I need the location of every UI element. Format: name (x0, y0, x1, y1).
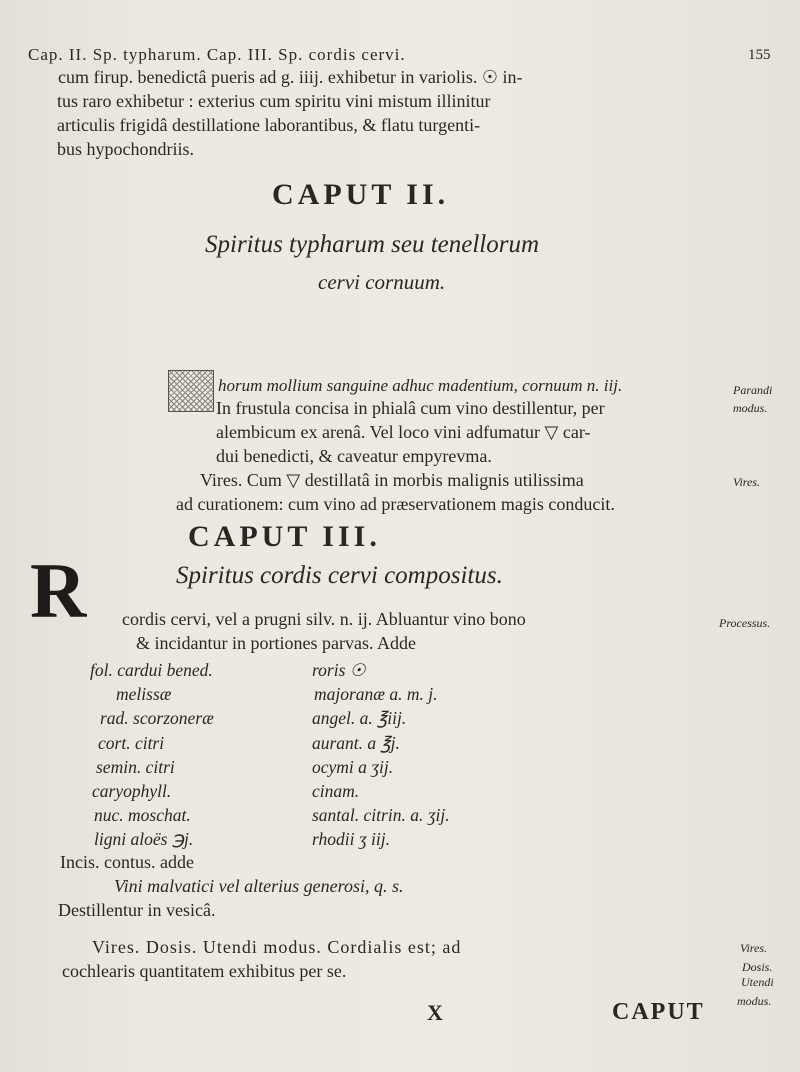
vini-line: Vini malvatici vel alterius generosi, q. s. (114, 876, 404, 896)
margin-vires-2: Vires. (733, 475, 760, 489)
ingredient-left: ligni aloës ℈j. (94, 829, 194, 850)
vires-line-2: cochlearis quantitatem exhibitus per se. (62, 961, 347, 981)
ingredient-left: cort. citri (98, 732, 165, 753)
ingredient-left: nuc. moschat. (94, 805, 191, 826)
recipe-line-1: cordis cervi, vel a prugni silv. n. ij. Abluantur vino bono (122, 609, 526, 629)
ingredient-left: rad. scorzoneræ (100, 708, 214, 729)
signature-mark: X (427, 1000, 443, 1025)
caput2-line-2: In frustula concisa in phialâ cum vino destillentur, per (216, 398, 605, 418)
margin-parandi: Parandi (733, 383, 773, 397)
caput3-heading: CAPUT III. (188, 520, 381, 553)
margin-modus: modus. (733, 401, 768, 415)
caput2-title-2: cervi cornuum. (318, 270, 446, 294)
margin-dosis: Dosis. (742, 960, 773, 974)
caput3-title: Spiritus cordis cervi compositus. (176, 562, 503, 589)
ingredient-right: santal. citrin. a. ʒij. (312, 805, 450, 826)
ingredients-left-column (90, 658, 214, 852)
intro-line-2: tus raro exhibetur : exterius cum spiritu vini mistum illinitur (57, 91, 491, 111)
ingredient-left: semin. citri (96, 756, 175, 777)
intro-line-1: cum firup. benedictâ pueris ad g. iiij. exhibetur in variolis. ☉ in- (58, 67, 523, 87)
ingredient-right: rhodii ʒ iij. (312, 829, 390, 850)
ingredient-left: melissæ (116, 684, 172, 705)
caput2-line-4: dui benedicti, & caveatur empyrevma. (216, 446, 492, 466)
ingredient-right: angel. a. ℥iij. (312, 708, 407, 729)
intro-line-3: articulis frigidâ destillatione laborantibus, & flatu turgenti- (57, 115, 481, 135)
incis-line: Incis. contus. adde (60, 852, 194, 872)
running-header: Cap. II. Sp. typharum. Cap. III. Sp. cordis cervi. (28, 45, 406, 64)
intro-line-4: bus hypochondriis. (57, 139, 194, 159)
decorative-vignette-icon (168, 370, 214, 412)
margin-vires-3: Vires. (740, 941, 767, 955)
caput2-title-1: Spiritus typharum seu tenellorum (205, 231, 540, 258)
ingredient-left: fol. cardui bened. (90, 660, 213, 680)
caput2-heading: CAPUT II. (272, 178, 450, 211)
ingredients-right-column (312, 658, 450, 852)
caput2-line-5: Vires. Cum ▽ destillatâ in morbis malignis utilissima (200, 470, 584, 490)
caput2-line-3: alembicum ex arenâ. Vel loco vini adfumatur ▽ car- (216, 422, 591, 442)
destill-line: Destillentur in vesicâ. (58, 900, 216, 920)
vires-line-1: Vires. Dosis. Utendi modus. Cordialis est; ad (92, 937, 462, 957)
ingredient-right: ocymi a ʒij. (312, 756, 394, 777)
recipe-line-2: & incidantur in portiones parvas. Adde (136, 633, 416, 653)
ingredient-right: roris ☉ (312, 660, 366, 680)
ingredient-left: caryophyll. (92, 780, 172, 801)
margin-modus-3: modus. (737, 994, 772, 1008)
ingredient-right: majoranæ a. m. j. (314, 684, 438, 705)
drop-cap-r: R (30, 547, 87, 634)
margin-utendi: Utendi (741, 975, 774, 989)
caput2-line-1: horum mollium sanguine adhuc madentium, cornuum n. iij. (218, 376, 623, 395)
catchword: CAPUT (612, 999, 705, 1025)
page-number: 155 (748, 47, 771, 63)
ingredient-right: aurant. a ℥j. (312, 732, 400, 753)
margin-processus: Processus. (719, 616, 771, 630)
ingredient-right: cinam. (312, 780, 360, 801)
caput2-line-6: ad curationem: cum vino ad præservationem magis conducit. (176, 494, 615, 514)
